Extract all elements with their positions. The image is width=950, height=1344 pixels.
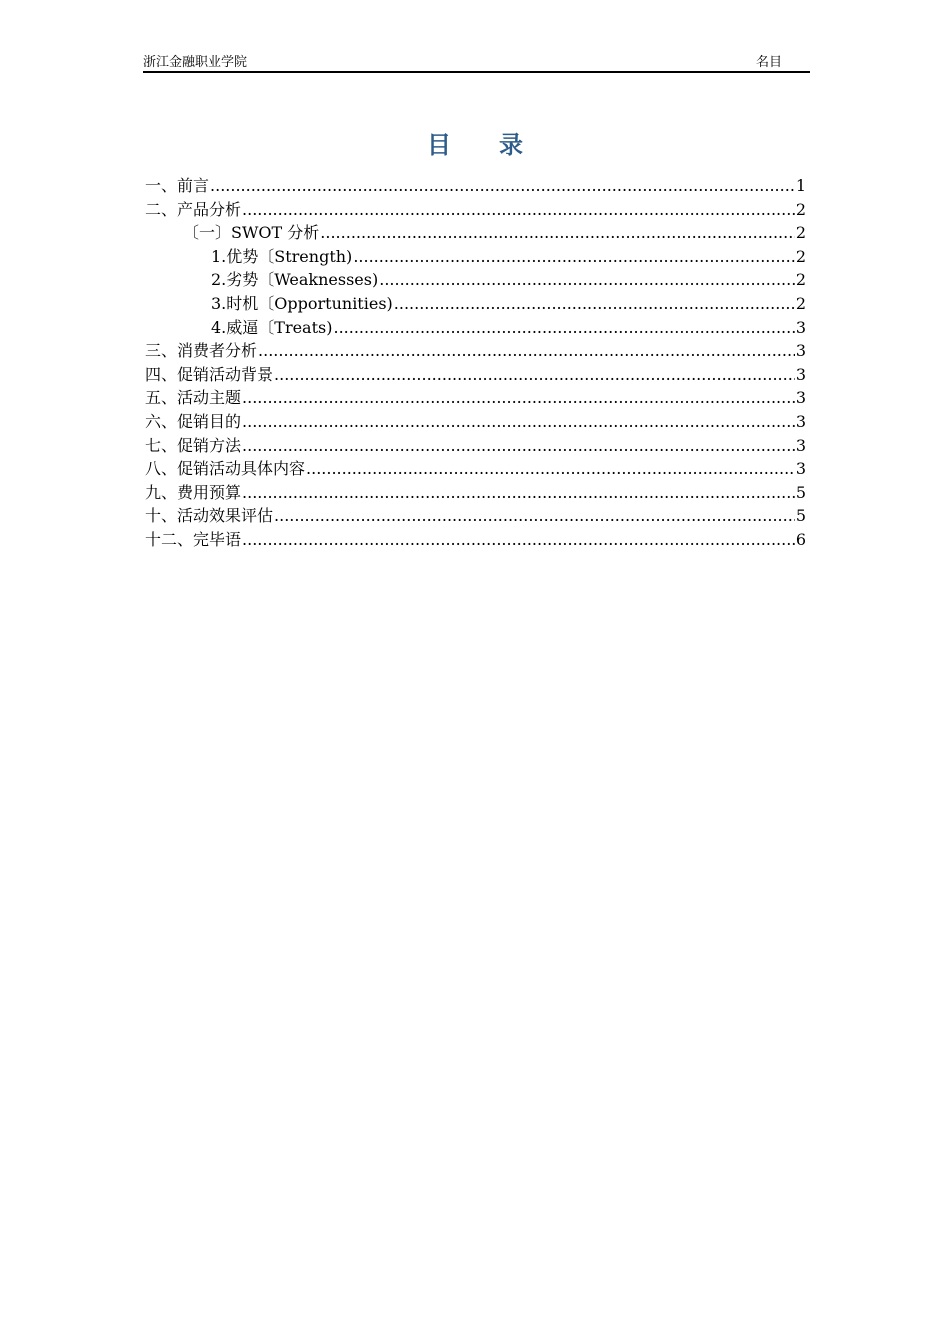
toc-title-char-2: 录	[499, 130, 523, 159]
toc-entry[interactable]	[145, 434, 806, 458]
toc-entry[interactable]	[145, 481, 806, 505]
toc-entry-label: 六、促销目的	[145, 411, 242, 431]
toc-entry-page-number: 5	[795, 506, 806, 526]
toc-entry[interactable]	[145, 174, 806, 198]
toc-entry-label: 十二、完毕语	[145, 529, 242, 549]
toc-entry-page-number: 5	[795, 482, 806, 502]
toc-entry[interactable]	[145, 410, 806, 434]
toc-dot-leader	[210, 174, 795, 198]
toc-entry-page-number: 3	[795, 411, 806, 431]
toc-entry-label: 四、促销活动背景	[145, 364, 274, 384]
toc-entry-label: 五、活动主题	[145, 388, 242, 408]
toc-entry-number: 1.	[211, 246, 227, 266]
toc-entry-label: 九、费用预算	[145, 482, 242, 502]
toc-entry-label: 时机〔Opportunities)	[226, 293, 393, 313]
toc-entry-number: 4.	[211, 317, 227, 337]
toc-entry-page-number: 2	[795, 293, 806, 313]
header-school-name: 浙江金融职业学院	[143, 55, 248, 70]
toc-entry-label: 十、活动效果评估	[145, 506, 274, 526]
toc-entry-page-number: 2	[795, 199, 806, 219]
toc-dot-leader	[379, 268, 795, 292]
toc-entry-page-number: 3	[795, 388, 806, 408]
toc-dot-leader	[353, 245, 795, 269]
toc-entry-label: 七、促销方法	[145, 435, 242, 455]
toc-entry-number: 3.	[211, 293, 227, 313]
toc-entry-page-number: 3	[795, 341, 806, 361]
toc-entry-page-number: 3	[795, 317, 806, 337]
toc-entry-page-number: 3	[795, 435, 806, 455]
toc-dot-leader	[258, 339, 795, 363]
toc-entry[interactable]	[145, 245, 806, 269]
toc-entry[interactable]	[145, 528, 806, 552]
header-section-name: 名目	[755, 55, 782, 70]
toc-entry[interactable]	[145, 504, 806, 528]
toc-entry-label: 二、产品分析	[145, 199, 242, 219]
toc-entry-page-number: 2	[795, 246, 806, 266]
toc-entry-page-number: 1	[795, 176, 806, 195]
toc-entry[interactable]	[145, 221, 806, 245]
toc-dot-leader	[242, 410, 795, 434]
toc-dot-leader	[242, 386, 795, 410]
table-of-contents	[145, 174, 806, 552]
toc-entry[interactable]	[145, 316, 806, 340]
toc-entry[interactable]	[145, 363, 806, 387]
toc-entry[interactable]	[145, 268, 806, 292]
toc-entry-label: 八、促销活动具体内容	[145, 459, 306, 479]
toc-entry-label: 一、前言	[145, 176, 210, 195]
toc-entry-page-number: 6	[795, 529, 806, 549]
toc-entry-label: 威逼〔Treats)	[226, 317, 333, 337]
toc-entry-number: 2.	[211, 270, 227, 290]
toc-entry-label: 〔一〕SWOT 分析	[183, 223, 320, 243]
toc-entry-label: 优势〔Strength)	[226, 246, 353, 266]
toc-entry[interactable]	[145, 386, 806, 410]
toc-dot-leader	[333, 316, 794, 340]
toc-entry-label: 劣势〔Weaknesses)	[226, 270, 379, 290]
toc-entry-label: 三、消费者分析	[145, 341, 258, 361]
toc-dot-leader	[274, 363, 795, 387]
toc-dot-leader	[274, 504, 795, 528]
toc-entry[interactable]	[145, 292, 806, 316]
toc-dot-leader	[242, 434, 795, 458]
toc-dot-leader	[394, 292, 795, 316]
toc-dot-leader	[242, 481, 795, 505]
toc-dot-leader	[306, 457, 795, 481]
toc-entry[interactable]	[145, 198, 806, 222]
toc-entry-page-number: 3	[795, 459, 806, 479]
toc-entry-page-number: 3	[795, 364, 806, 384]
toc-entry-page-number: 2	[795, 270, 806, 290]
toc-entry-page-number: 2	[795, 223, 806, 243]
toc-dot-leader	[320, 221, 795, 245]
toc-dot-leader	[242, 528, 795, 552]
toc-title	[0, 128, 950, 162]
toc-title-char-1: 目	[427, 130, 451, 159]
toc-entry[interactable]	[145, 339, 806, 363]
toc-entry[interactable]	[145, 457, 806, 481]
toc-dot-leader	[242, 198, 795, 222]
page-header	[143, 54, 810, 73]
